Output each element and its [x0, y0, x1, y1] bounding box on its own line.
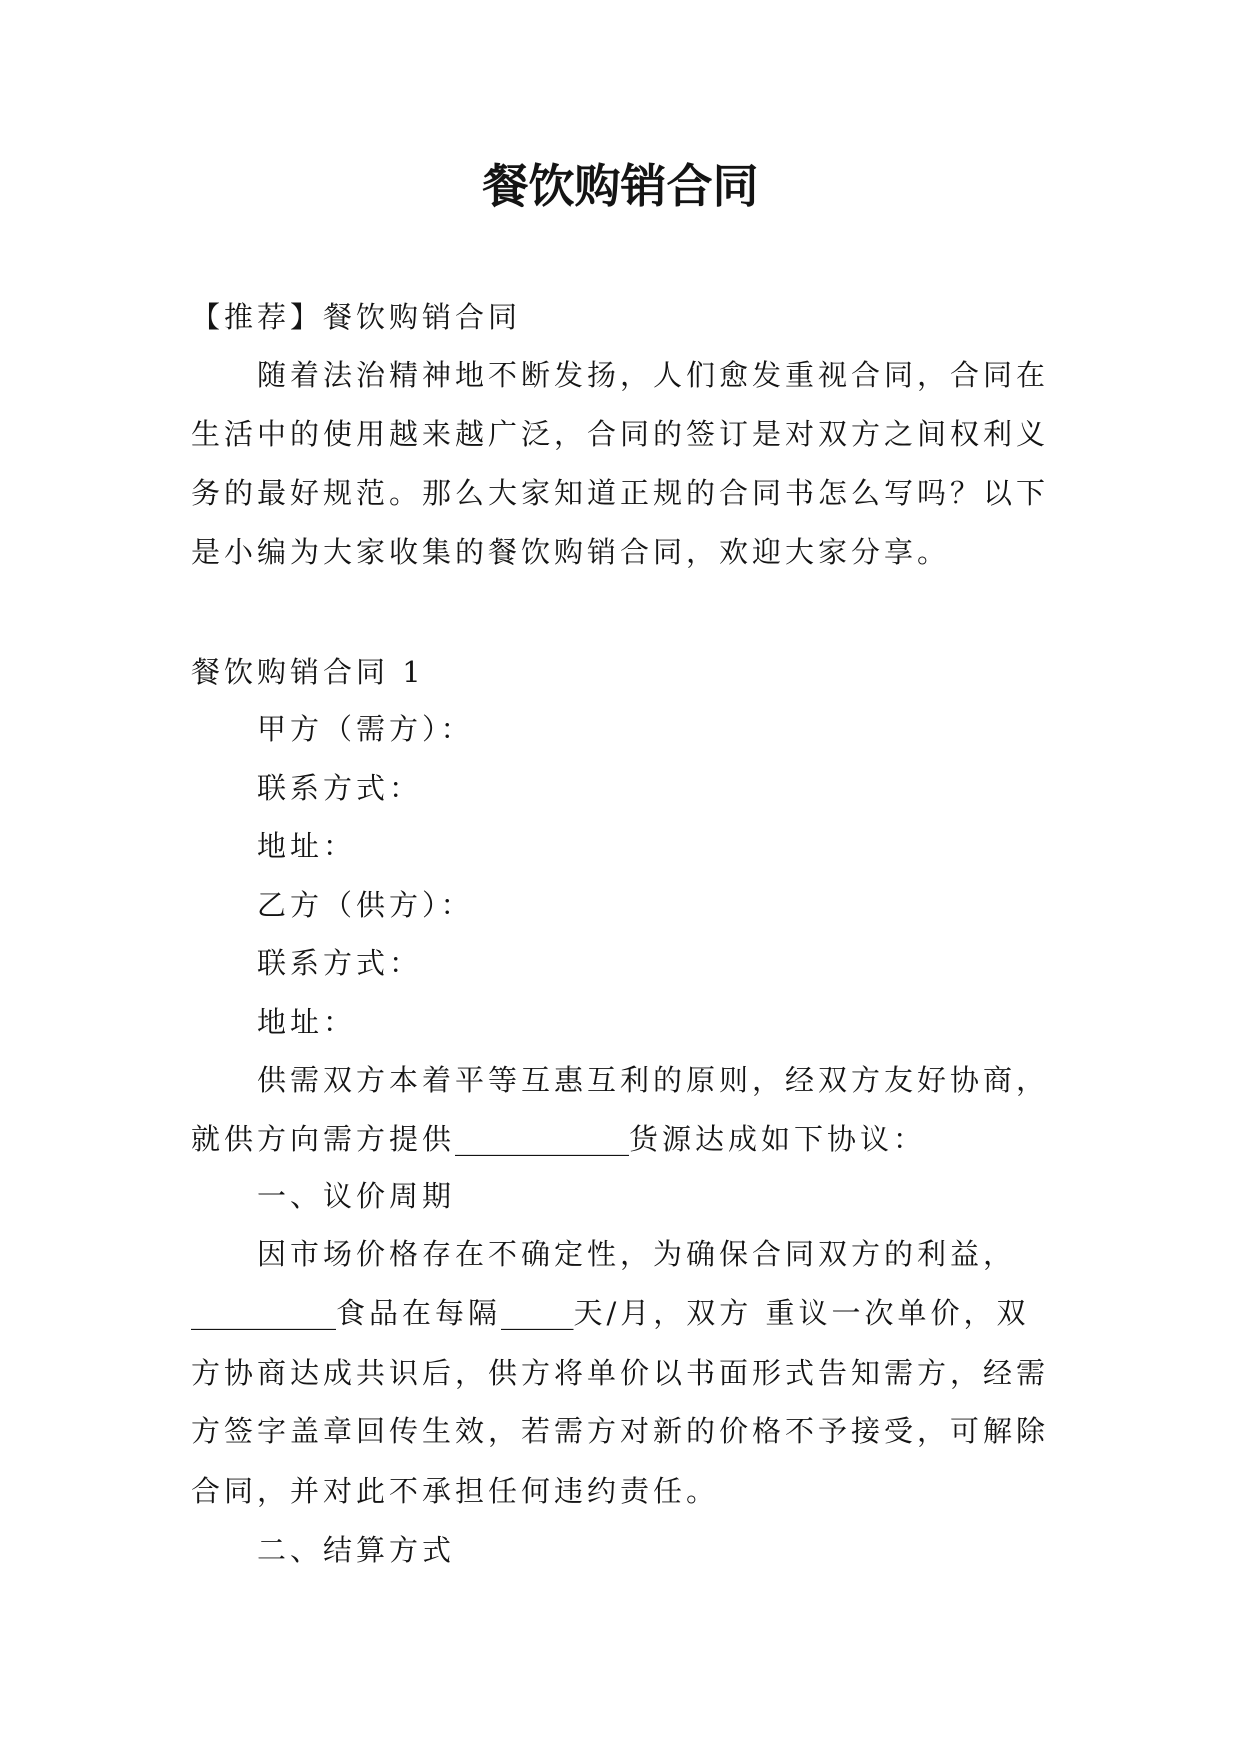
agreement-paragraph-line: 就供方向需方提供____________货源达成如下协议： — [191, 1122, 927, 1156]
document-title: 餐饮购销合同 — [482, 159, 759, 213]
blank-underline: _____ — [501, 1296, 574, 1330]
intro-paragraph-line: 生活中的使用越来越广泛，合同的签订是对双方之间权利义 — [191, 417, 1050, 451]
clause-paragraph-line: 方签字盖章回传生效，若需方对新的价格不予接受，可解除 — [191, 1414, 1050, 1448]
recommend-heading: 【推荐】餐饮购销合同 — [191, 300, 522, 334]
party-b-address-label: 地址： — [257, 1005, 357, 1039]
intro-paragraph-line: 是小编为大家收集的餐饮购销合同，欢迎大家分享。 — [191, 535, 951, 569]
agreement-paragraph-line: 供需双方本着平等互惠互利的原则，经双方友好协商， — [257, 1063, 1050, 1097]
clause-paragraph-line: __________食品在每隔_____天/月，双方 重议一次单价，双 — [191, 1296, 1030, 1330]
party-a-address-label: 地址： — [257, 829, 357, 863]
party-b-contact-label: 联系方式： — [257, 946, 423, 980]
section-heading-settlement: 二、结算方式 — [257, 1533, 456, 1567]
clause-paragraph-line: 合同，并对此不承担任何违约责任。 — [191, 1474, 720, 1508]
party-b-label: 乙方（供方）： — [257, 888, 474, 922]
party-a-label: 甲方（需方）： — [257, 712, 474, 746]
contract-heading: 餐饮购销合同 1 — [191, 655, 425, 689]
blank-underline: ____________ — [455, 1122, 630, 1156]
blank-underline: __________ — [191, 1296, 336, 1330]
section-heading-pricing-cycle: 一、议价周期 — [257, 1179, 456, 1213]
clause-paragraph-line: 方协商达成共识后，供方将单价以书面形式告知需方，经需 — [191, 1356, 1050, 1390]
intro-paragraph-line: 随着法治精神地不断发扬，人们愈发重视合同，合同在 — [257, 358, 1050, 392]
clause-paragraph-line: 因市场价格存在不确定性，为确保合同双方的利益， — [257, 1237, 1017, 1271]
party-a-contact-label: 联系方式： — [257, 771, 423, 805]
intro-paragraph-line: 务的最好规范。那么大家知道正规的合同书怎么写吗？以下 — [191, 476, 1050, 510]
